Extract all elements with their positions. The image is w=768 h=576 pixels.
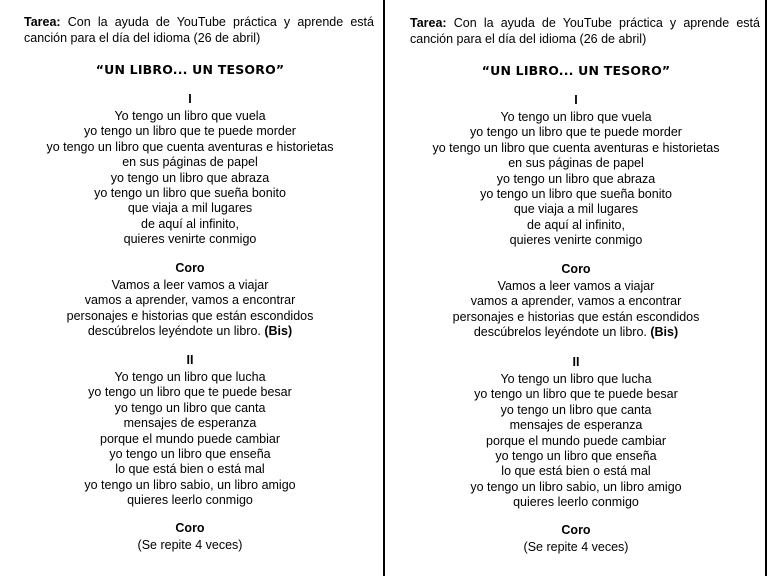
verse-line: yo tengo un libro que te puede morder xyxy=(84,124,296,139)
verse-2 xyxy=(386,355,766,511)
verse-line: yo tengo un libro que te puede besar xyxy=(88,385,292,400)
verse-2-heading: II xyxy=(186,353,194,367)
final-chorus xyxy=(386,523,766,555)
verse-line: lo que está bien o está mal xyxy=(501,464,651,479)
verse-line: yo tengo un libro que canta xyxy=(500,402,652,417)
verse-line: que viaja a mil lugares xyxy=(127,201,253,216)
verse-line: de aquí al infinito, xyxy=(141,216,239,231)
verse-1 xyxy=(386,93,766,249)
verse-line: yo tengo un libro que te puede morder xyxy=(470,125,682,140)
verse-line: yo tengo un libro que sueña bonito xyxy=(94,186,286,201)
verse-line: quieres leerlo conmigo xyxy=(127,493,253,508)
verse-2 xyxy=(0,353,380,509)
chorus-heading: Coro xyxy=(175,261,205,275)
verse-line: yo tengo un libro sabio, un libro amigo xyxy=(84,477,296,492)
chorus-line: Vamos a leer vamos a viajar xyxy=(111,278,269,292)
song-title: “UN LIBRO... UN TESORO” xyxy=(481,63,671,78)
chorus-line: vamos a aprender, vamos a encontrar xyxy=(84,293,296,308)
verse-line: quieres venirte conmigo xyxy=(123,232,257,247)
verse-line: quieres leerlo conmigo xyxy=(513,495,639,510)
verse-line: yo tengo un libro que te puede besar xyxy=(474,387,678,402)
chorus-line: vamos a aprender, vamos a encontrar xyxy=(470,294,682,309)
verse-line: quieres venirte conmigo xyxy=(509,233,643,248)
verse-line: yo tengo un libro que sueña bonito xyxy=(480,187,672,202)
verse-line: que viaja a mil lugares xyxy=(513,202,639,217)
verse-line: Yo tengo un libro que vuela xyxy=(114,109,266,123)
verse-line: Yo tengo un libro que lucha xyxy=(500,372,652,386)
final-chorus-heading: Coro xyxy=(561,523,591,537)
verse-2-heading: II xyxy=(572,355,580,369)
task-text: Con la ayuda de YouTube práctica y aprende está canción para el día del idioma (26 de abril) xyxy=(410,16,760,46)
verse-1-heading: I xyxy=(188,92,192,106)
page-divider xyxy=(383,0,385,576)
chorus-line: personajes e historias que están escondidos xyxy=(66,308,314,323)
verse-line: porque el mundo puede cambiar xyxy=(486,433,666,448)
verse-line: de aquí al infinito, xyxy=(527,217,625,232)
verse-1-heading: I xyxy=(574,93,578,107)
final-chorus-note: (Se repite 4 veces) xyxy=(137,538,243,552)
repeat-mark: (Bis) xyxy=(650,325,679,340)
chorus-line-text: descúbrelos leyéndote un libro. xyxy=(87,324,261,339)
verse-line: lo que está bien o está mal xyxy=(115,462,265,477)
verse-line: yo tengo un libro que enseña xyxy=(495,449,657,464)
page-right xyxy=(386,0,766,576)
task-label: Tarea: xyxy=(410,16,447,30)
task-instructions xyxy=(410,15,760,47)
verse-line: yo tengo un libro que cuenta aventuras e historietas xyxy=(432,140,720,155)
verse-line: yo tengo un libro sabio, un libro amigo xyxy=(470,479,682,494)
verse-line: Yo tengo un libro que lucha xyxy=(114,370,266,384)
song-title: “UN LIBRO... UN TESORO” xyxy=(95,62,285,77)
page-edge-divider xyxy=(765,0,767,576)
task-instructions xyxy=(24,14,374,46)
verse-line: yo tengo un libro que cuenta aventuras e historietas xyxy=(46,139,334,154)
verse-line: yo tengo un libro que canta xyxy=(114,400,266,415)
verse-line: yo tengo un libro que abraza xyxy=(110,170,270,185)
page-left xyxy=(0,0,380,576)
task-label: Tarea: xyxy=(24,15,61,29)
verse-1 xyxy=(0,92,380,248)
verse-line: mensajes de esperanza xyxy=(509,418,643,433)
task-text: Con la ayuda de YouTube práctica y aprende está canción para el día del idioma (26 de abril) xyxy=(24,15,374,45)
chorus-heading: Coro xyxy=(561,262,591,276)
verse-line: yo tengo un libro que enseña xyxy=(109,447,271,462)
final-chorus-heading: Coro xyxy=(175,521,205,535)
chorus-line: Vamos a leer vamos a viajar xyxy=(497,279,655,293)
verse-line: Yo tengo un libro que vuela xyxy=(500,110,652,124)
chorus xyxy=(386,262,766,341)
chorus-line: personajes e historias que están escondidos xyxy=(452,309,700,324)
verse-line: en sus páginas de papel xyxy=(508,156,644,171)
chorus-line xyxy=(386,325,766,340)
verse-line: porque el mundo puede cambiar xyxy=(100,431,280,446)
verse-line: yo tengo un libro que abraza xyxy=(496,171,656,186)
final-chorus-note: (Se repite 4 veces) xyxy=(523,540,629,554)
chorus-line-text: descúbrelos leyéndote un libro. xyxy=(473,325,647,340)
repeat-mark: (Bis) xyxy=(264,324,293,339)
chorus xyxy=(0,261,380,340)
final-chorus xyxy=(0,521,380,553)
verse-line: mensajes de esperanza xyxy=(123,416,257,431)
verse-line: en sus páginas de papel xyxy=(122,155,258,170)
chorus-line xyxy=(0,324,380,339)
